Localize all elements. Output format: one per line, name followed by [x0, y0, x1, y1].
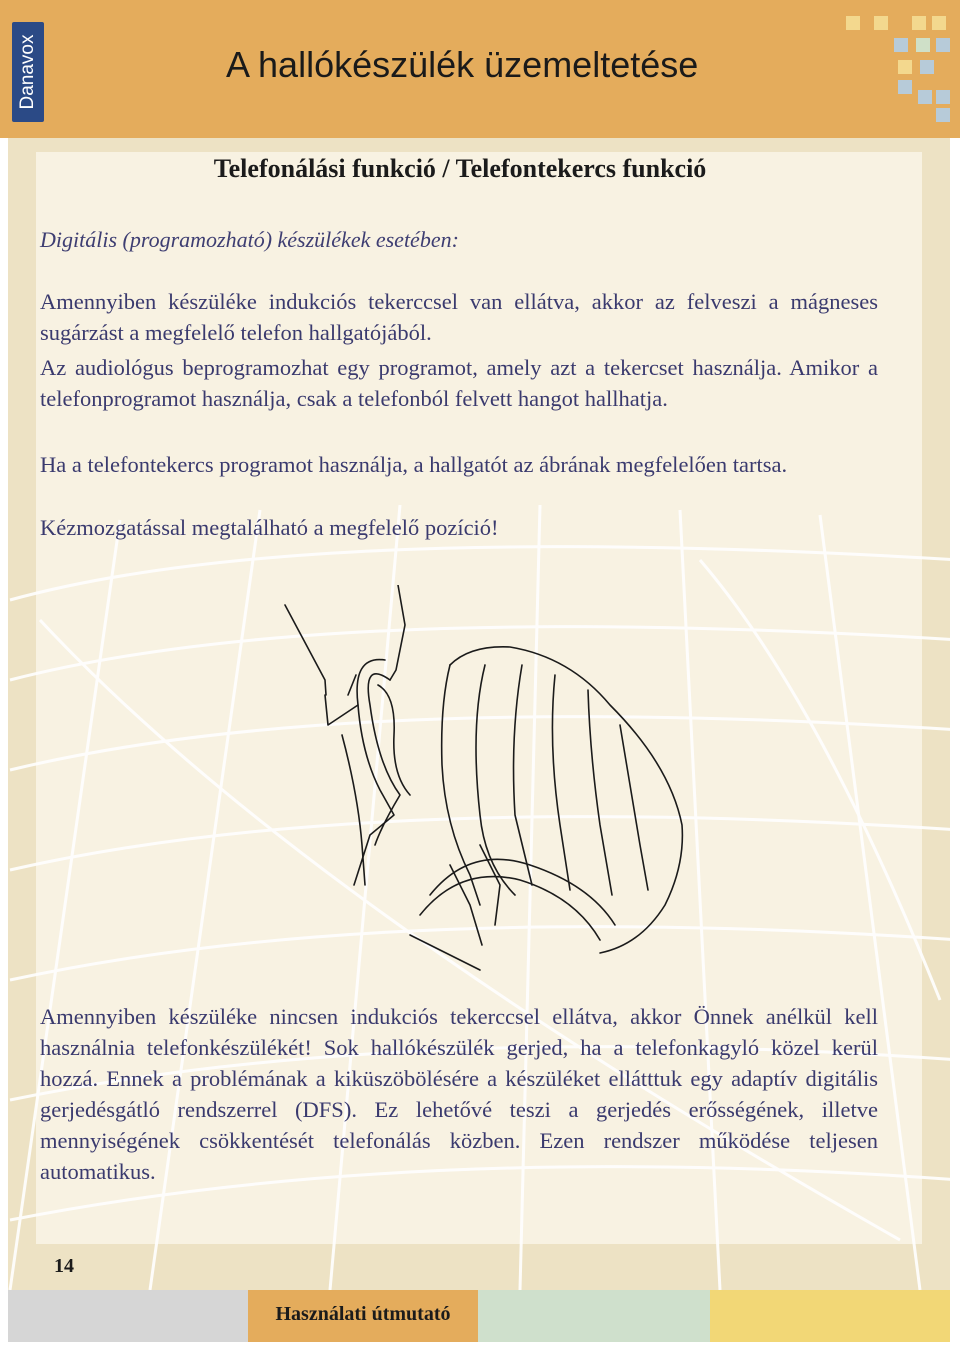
footer-label: Használati útmutató — [275, 1303, 451, 1325]
paragraph-coil: Amennyiben készüléke indukciós tekerccsel van ellátva, akkor az felveszi a mágneses sugárzást a megfelelő telefon hallgatójából. — [40, 289, 878, 345]
section-title: Telefonálási funkció / Telefontekercs funkció — [213, 154, 707, 183]
paragraph-adjust: Kézmozgatással megtalálható a megfelelő pozíció! — [40, 515, 499, 540]
page-title: A hallókészülék üzemeltetése — [226, 44, 699, 85]
paragraph-position: Ha a telefontekercs programot használja, a hallgatót az ábrának megfelelően tartsa. — [40, 452, 788, 477]
brand-name: Danavox — [17, 34, 38, 110]
paragraph-no-coil: Amennyiben készüléke nincsen indukciós tekerccsel ellátva, akkor Önnek anélkül kell használnia telefonkészülékét! Sok hallókészülék gerjed, ha a telefonkagyló közel kerül hozzá. Ennek a problémának a kiküszöbölésére a készüléket ellátttuk egy adaptív digitális gerjedésgátló rendszerrel (DFS). Ez lehetővé teszi a gerjedés erősségének, illetve mennyiségének csökkentését telefonálás közben. Ezen rendszer működése teljesen automatikus. — [40, 1004, 878, 1184]
paragraph-program: Az audiológus beprogramozhat egy programot, amely azt a tekercset használja. Amikor a telefonprogramot használja, csak a telefonból felvett hangot hallhatja. — [40, 355, 878, 411]
page-number: 14 — [54, 1255, 74, 1277]
section-subheading: Digitális (programozható) készülékek esetében: — [40, 227, 459, 252]
footer-segment-yellow — [710, 1290, 950, 1342]
footer-segment-green — [478, 1290, 710, 1342]
ear-phone-illustration — [270, 585, 700, 975]
footer-bar — [0, 1290, 960, 1342]
footer-segment-gray — [8, 1290, 248, 1342]
